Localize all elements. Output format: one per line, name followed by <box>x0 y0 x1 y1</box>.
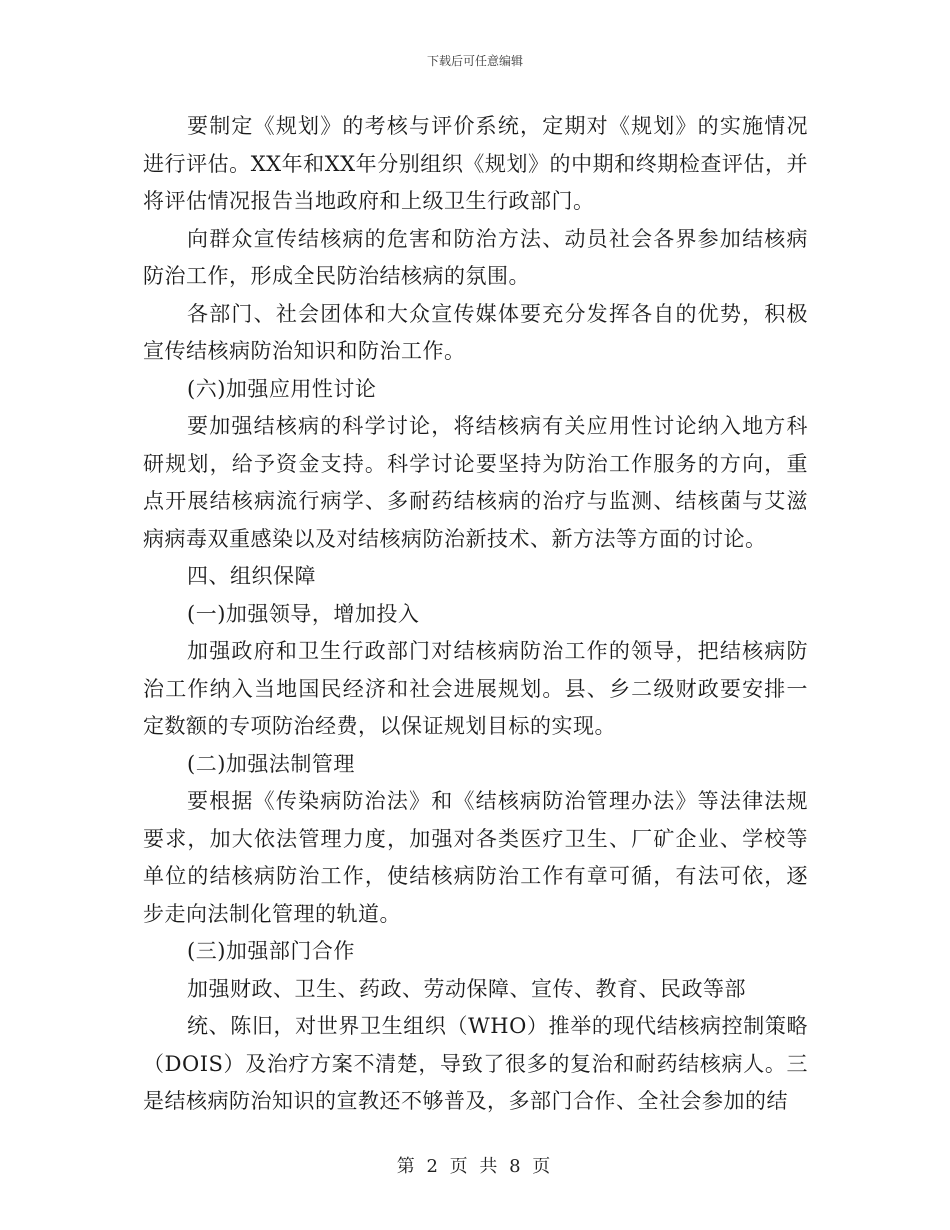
paragraph-legal: 要根据《传染病防治法》和《结核病防治管理办法》等法律法规要求，加大依法管理力度，加强对各类医疗卫生、厂矿企业、学校等单位的结核病防治工作，使结核病防治工作有章可循，有法可依，逐步走向法制化管理的轨道。 <box>143 789 808 926</box>
paragraph-continuation: 统、陈旧，对世界卫生组织（WHO）推举的现代结核病控制策略（DOIS）及治疗方案不清楚，导致了很多的复治和耐药结核病人。三是结核病防治知识的宣教还不够普及，多部门合作、全社会参加的结 <box>143 1014 808 1113</box>
paragraph-evaluation: 要制定《规划》的考核与评价系统，定期对《规划》的实施情况进行评估。XX年和XX年分别组织《规划》的中期和终期检查评估，并将评估情况报告当地政府和上级卫生行政部门。 <box>143 114 808 213</box>
section-heading-research: (六)加强应用性讨论 <box>187 376 377 401</box>
document-body <box>143 108 808 1121</box>
paragraph-leadership: 加强政府和卫生行政部门对结核病防治工作的领导，把结核病防治工作纳入当地国民经济和社会进展规划。县、乡二级财政要安排一定数额的专项防治经费，以保证规划目标的实现。 <box>143 639 808 738</box>
paragraph-research: 要加强结核病的科学讨论，将结核病有关应用性讨论纳入地方科研规划，给予资金支持。科学讨论要坚持为防治工作服务的方向，重点开展结核病流行病学、多耐药结核病的治疗与监测、结核菌与艾滋病病毒双重感染以及对结核病防治新技术、新方法等方面的讨论。 <box>143 414 808 551</box>
section-heading-legal: (二)加强法制管理 <box>187 751 355 776</box>
section-heading-leadership: (一)加强领导，增加投入 <box>187 601 420 626</box>
section-heading-cooperation: (三)加强部门合作 <box>187 939 355 963</box>
paragraph-cooperation: 加强财政、卫生、药政、劳动保障、宣传、教育、民政等部 <box>187 976 746 1001</box>
section-heading-organization: 四、组织保障 <box>187 564 316 588</box>
page-footer: 第 2 页 共 8 页 <box>396 1156 554 1177</box>
paragraph-media: 各部门、社会团体和大众宣传媒体要充分发挥各自的优势，积极宣传结核病防治知识和防治工作。 <box>143 301 808 363</box>
paragraph-publicity: 向群众宣传结核病的危害和防治方法、动员社会各界参加结核病防治工作，形成全民防治结核病的氛围。 <box>143 226 808 288</box>
page-header: 下载后可任意编辑 <box>426 54 523 68</box>
